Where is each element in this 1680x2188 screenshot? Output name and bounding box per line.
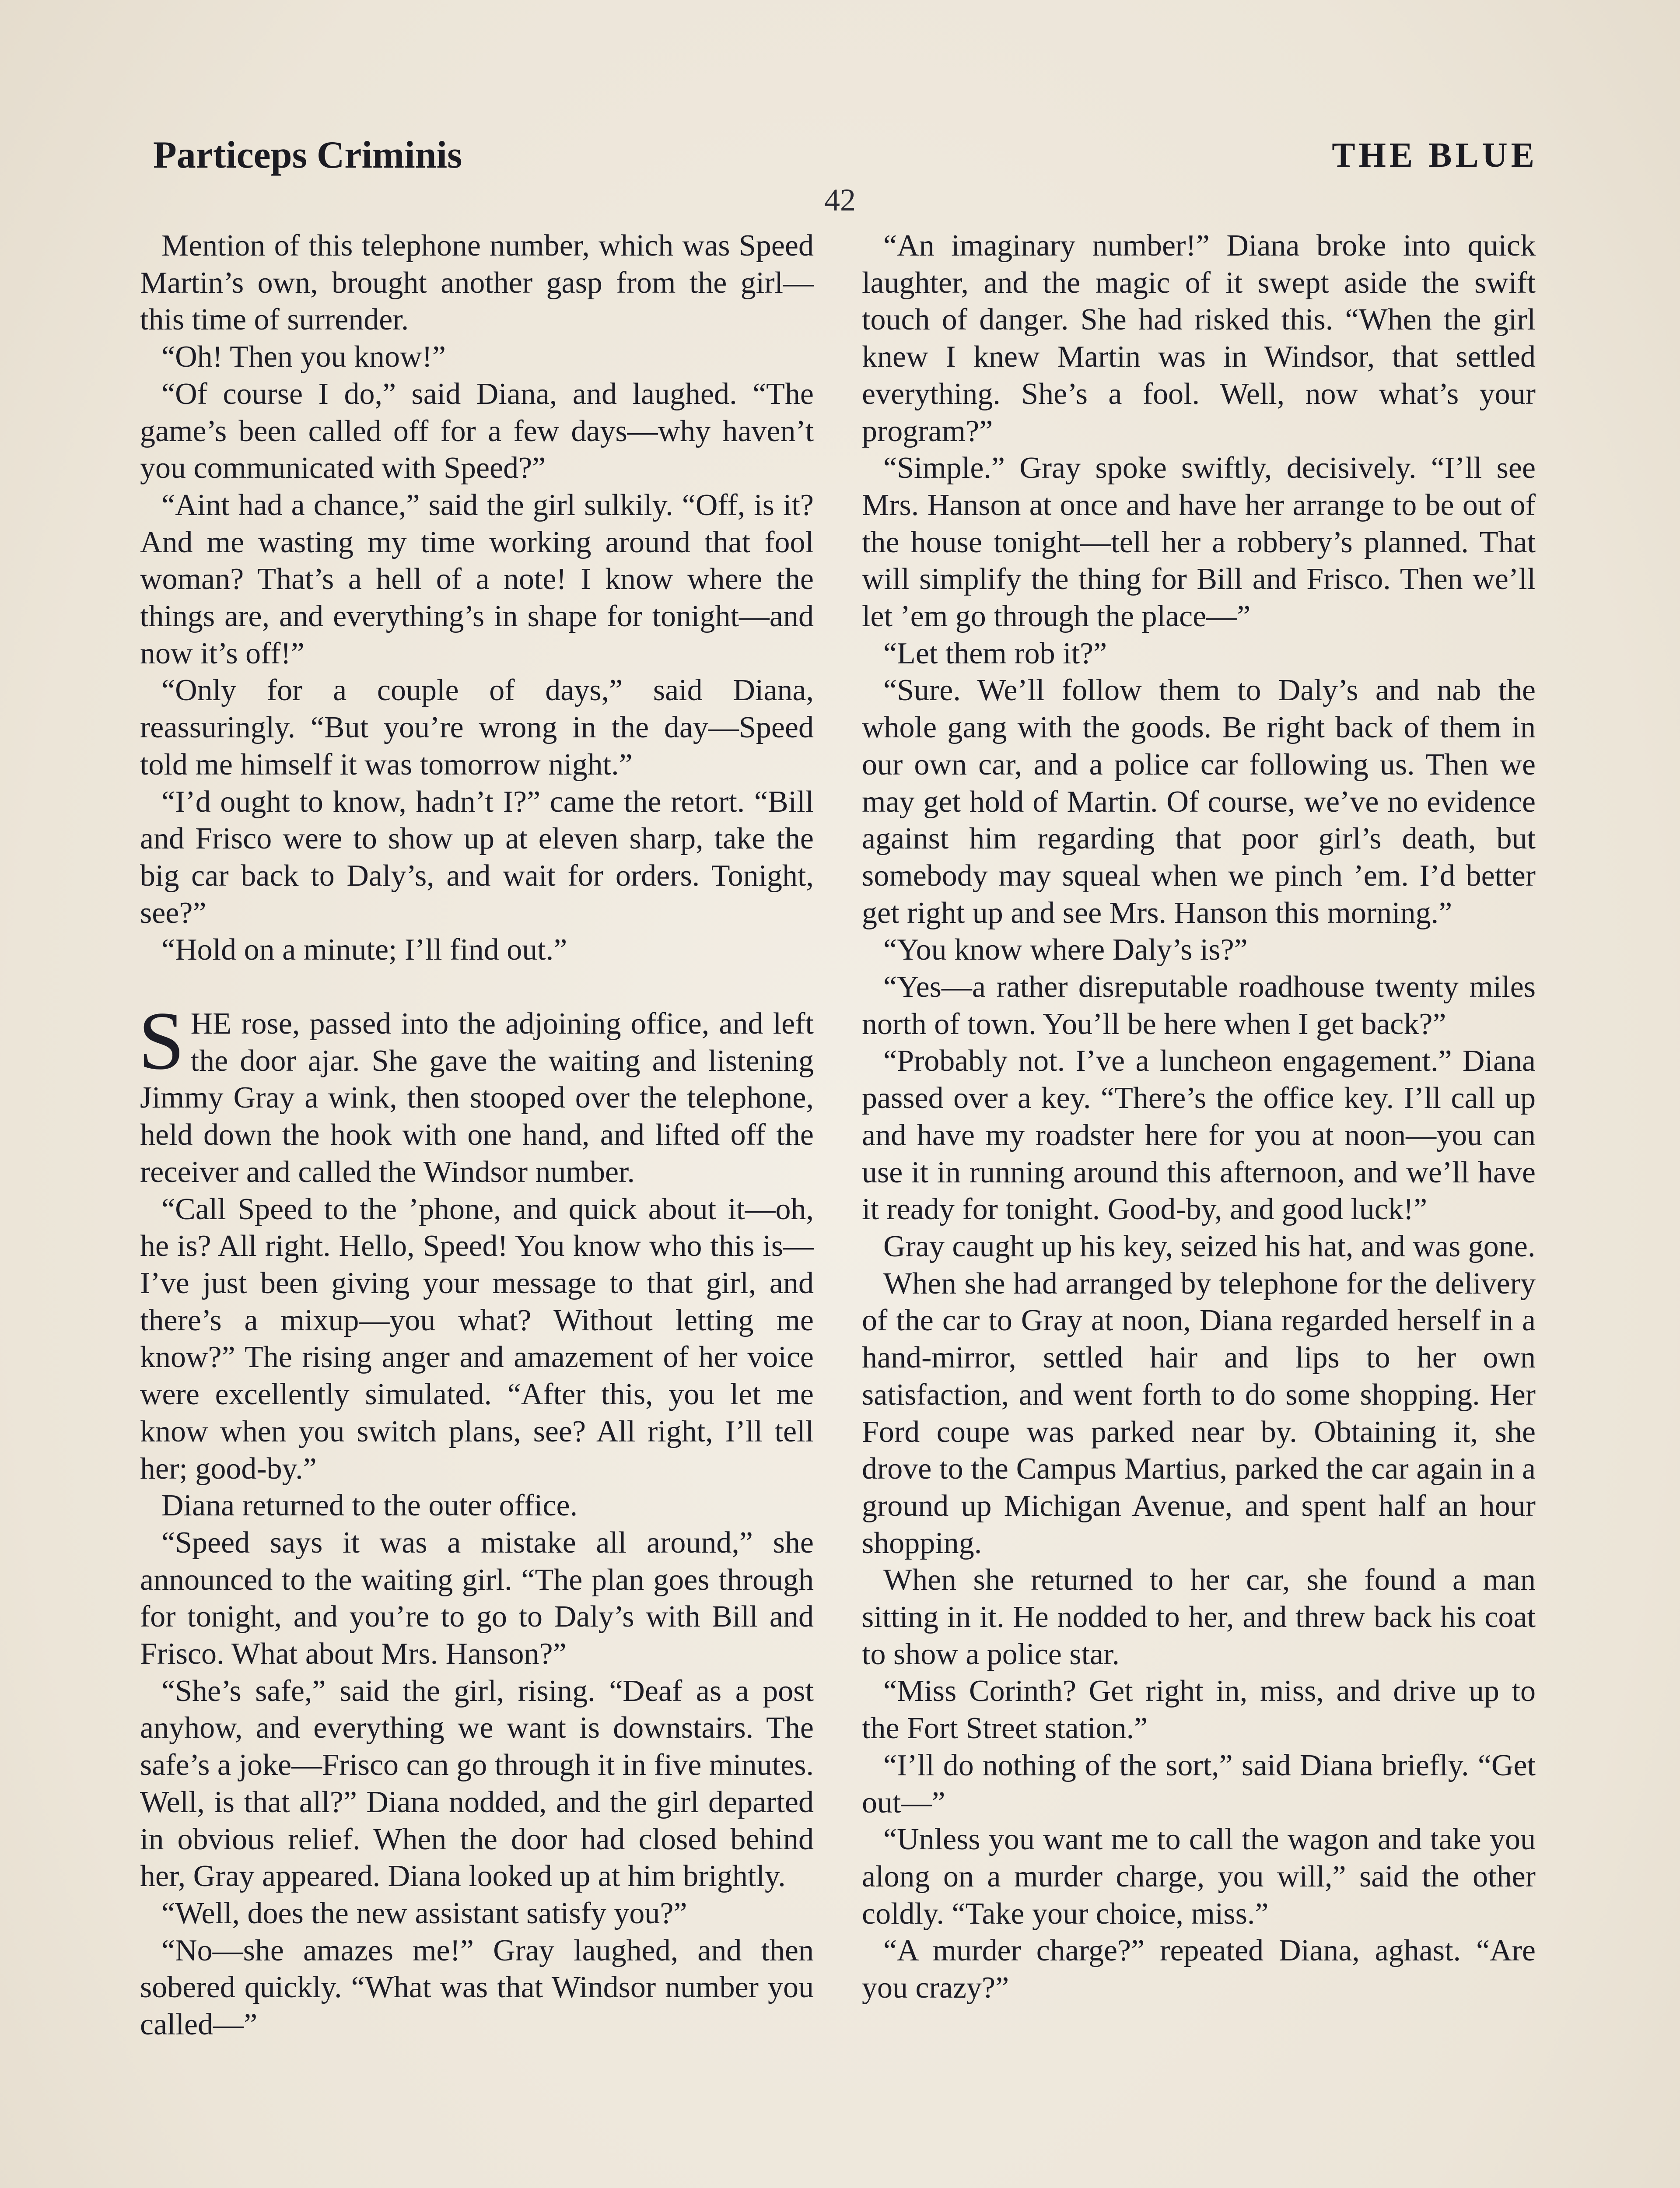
page-number: 42 xyxy=(824,182,856,217)
paragraph: “Aint had a chance,” said the girl sulkily. “Off, is it? And me wasting my time working around that fool woman? That’s a hell of a note! I know where the things are, and everything’s in shape for tonight—and now it’s off!” xyxy=(140,488,814,670)
paragraph: “Oh! Then you know!” xyxy=(161,340,446,374)
paragraph: When she had arranged by telephone for the delivery of the car to Gray at noon, Diana regarded herself in a hand-mirror, settled hair and lips to her own satisfaction, and went forth to do some shopping. Her Ford coupe was parked near by. Obtaining it, she drove to the Campus Martius, parked the car again in a ground up Michigan Avenue, and spent half an hour shopping. xyxy=(862,1266,1536,1560)
left-column xyxy=(140,228,814,2044)
paragraph: “Of course I do,” said Diana, and laughed. “The game’s been called off for a few days—why haven’t you communicated with Speed?” xyxy=(140,377,814,485)
paragraph: “An imaginary number!” Diana broke into quick laughter, and the magic of it swept aside the swift touch of danger. She had risked this. “When the girl knew I knew Martin was in Windsor, that settled everything. She’s a fool. Well, now what’s your program?” xyxy=(862,229,1536,448)
paragraph: “I’d ought to know, hadn’t I?” came the retort. “Bill and Frisco were to show up at eleven sharp, take the big car back to Daly’s, and wait for orders. Tonight, see?” xyxy=(140,785,814,930)
paragraph: “You know where Daly’s is?” xyxy=(883,933,1248,967)
paragraph: “Speed says it was a mistake all around,” she announced to the waiting girl. “The plan goes through for tonight, and you’re to go to Daly’s with Bill and Frisco. What about Mrs. Hanson?” xyxy=(140,1525,814,1671)
paragraph: “Probably not. I’ve a luncheon engagement.” Diana passed over a key. “There’s the office key. I’ll call up and have my roadster here for you at noon—you can use it in running around this afternoon, and we’ll have it ready for tonight. Good-by, and good luck!” xyxy=(862,1044,1536,1227)
drop-cap: S xyxy=(138,995,185,1087)
section-start-paragraph xyxy=(138,995,814,1191)
paragraph: “Hold on a minute; I’ll find out.” xyxy=(161,933,567,967)
paragraph: “No—she amazes me!” Gray laughed, and then sobered quickly. “What was that Windsor number you called—” xyxy=(140,1933,814,2042)
paragraph: Diana returned to the outer office. xyxy=(161,1489,578,1523)
paragraph: “She’s safe,” said the girl, rising. “Deaf as a post anyhow, and everything we want is downstairs. The safe’s a joke—Frisco can go through it in five minutes. Well, is that all?” Diana nodded, and the girl departed in obvious relief. When the door had closed behind her, Gray appeared. Diana looked up at him brightly. xyxy=(140,1674,814,1893)
paragraph: “Let them rob it?” xyxy=(883,636,1107,670)
paragraph: “Miss Corinth? Get right in, miss, and drive up to the Fort Street station.” xyxy=(862,1674,1536,1746)
paragraph: “Sure. We’ll follow them to Daly’s and nab the whole gang with the goods. Be right back of them in our own car, and a police car following us. Then we may get hold of Martin. Of course, we’ve no evidence against him regarding that poor girl’s death, but somebody may squeal when we pinch ’em. I’d better get right up and see Mrs. Hanson this morning.” xyxy=(862,673,1536,930)
story-title: Particeps Criminis xyxy=(153,134,462,176)
small-caps-lead: HE xyxy=(190,1007,231,1041)
right-column xyxy=(862,228,1536,2007)
paragraph: Gray caught up his key, seized his hat, and was gone. xyxy=(883,1229,1536,1263)
paragraph: “Well, does the new assistant satisfy you?” xyxy=(161,1896,687,1930)
paragraph: “Yes—a rather disreputable roadhouse twenty miles north of town. You’ll be here when I get back?” xyxy=(862,970,1536,1041)
paragraph: “A murder charge?” repeated Diana, aghast. “Are you crazy?” xyxy=(862,1934,1536,2005)
paragraph: When she returned to her car, she found a man sitting in it. He nodded to her, and threw back his coat to show a police star. xyxy=(862,1563,1536,1671)
paragraph: “I’ll do nothing of the sort,” said Diana briefly. “Get out—” xyxy=(862,1748,1536,1820)
paragraph: “Unless you want me to call the wagon and take you along on a murder charge, you will,” said the other coldly. “Take your choice, miss.” xyxy=(862,1823,1536,1931)
running-head xyxy=(153,131,1538,179)
paragraph: “Simple.” Gray spoke swiftly, decisively. “I’ll see Mrs. Hanson at once and have her arrange to be out of the house tonight—tell her a robbery’s planned. That will simplify the thing for Bill and Frisco. Then we’ll let ’em go through the place—” xyxy=(862,451,1536,634)
paragraph: “Only for a couple of days,” said Diana, reassuringly. “But you’re wrong in the day—Speed told me himself it was tomorrow night.” xyxy=(140,673,814,782)
magazine-title: THE BLUE xyxy=(1332,136,1538,175)
paragraph: Mention of this telephone number, which was Speed Martin’s own, brought another gasp from the girl—this time of surrender. xyxy=(140,229,814,337)
paragraph-text: rose, passed into the adjoining office, and left the door ajar. She gave the waiting and listening Jimmy Gray a wink, then stooped over the telephone, held down the hook with one hand, and lifted off the receiver and called the Windsor number. xyxy=(140,1007,814,1189)
paragraph: “Call Speed to the ’phone, and quick about it—oh, he is? All right. Hello, Speed! You know who this is—I’ve just been giving your message to that girl, and there’s a mixup—you what? Without letting me know?” The rising anger and amazement of her voice were excellently simulated. “After this, you let me know when you switch plans, see? All right, I’ll tell her; good-by.” xyxy=(140,1192,814,1486)
